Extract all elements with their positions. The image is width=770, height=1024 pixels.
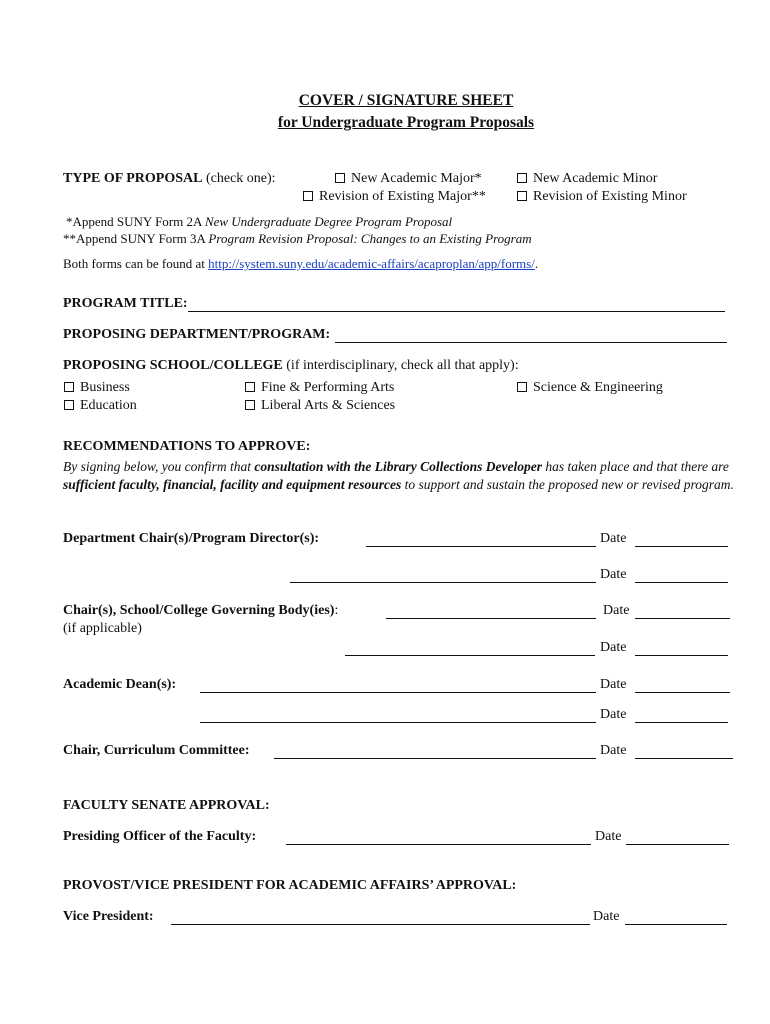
recommendations-paragraph (63, 458, 753, 494)
option-new-minor-label: New Academic Minor (533, 171, 658, 186)
presiding-officer-date-label: Date (595, 829, 622, 844)
academic-dean-date-label-2: Date (600, 707, 627, 722)
academic-dean-label: Academic Dean(s): (63, 677, 177, 692)
checkbox-business[interactable] (64, 382, 74, 392)
dept-chair-date-2[interactable] (635, 568, 728, 583)
checkbox-revision-minor[interactable] (517, 191, 527, 201)
proposal-type-heading: TYPE OF PROPOSAL (63, 171, 203, 186)
dept-chair-label: Department Chair(s)/Program Director(s): (63, 531, 320, 546)
vice-president-label: Vice President: (63, 909, 154, 924)
proposing-school-label: PROPOSING SCHOOL/COLLEGE (63, 358, 283, 373)
if-applicable-note: (if applicable) (63, 621, 142, 636)
curriculum-chair-label: Chair, Curriculum Committee: (63, 743, 250, 758)
program-title-field[interactable] (188, 297, 725, 312)
forms-location-prefix: Both forms can be found at (63, 256, 209, 271)
presiding-officer-date[interactable] (626, 830, 729, 845)
curriculum-chair-signature[interactable] (274, 744, 596, 759)
recommendations-text-2: has taken place and that there are (542, 459, 729, 474)
dept-chair-signature-1[interactable] (366, 532, 596, 547)
governing-body-label: Chair(s), School/College Governing Body(ies) (63, 603, 335, 618)
note-form-2a (66, 214, 452, 230)
option-revision-major-label: Revision of Existing Major** (319, 189, 486, 204)
school-option-education[interactable] (64, 398, 137, 414)
presiding-officer-label: Presiding Officer of the Faculty: (63, 829, 257, 844)
recommendations-text-1: By signing below, you confirm that (63, 459, 255, 474)
proposing-school-row (63, 358, 519, 374)
academic-dean-signature-1[interactable] (200, 678, 596, 693)
vice-president-date[interactable] (625, 910, 727, 925)
option-revision-minor-label: Revision of Existing Minor (533, 189, 687, 204)
note-form-2a-title: New Undergraduate Degree Program Proposal (204, 214, 453, 229)
school-fine-arts-label: Fine & Performing Arts (261, 380, 395, 395)
forms-location (63, 256, 538, 272)
checkbox-new-major[interactable] (335, 173, 345, 183)
checkbox-education[interactable] (64, 400, 74, 410)
curriculum-chair-date-label: Date (600, 743, 627, 758)
note-form-3a-prefix: **Append SUNY Form 3A (63, 231, 209, 246)
note-form-3a (63, 231, 532, 247)
school-option-business[interactable] (64, 380, 130, 396)
provost-heading: PROVOST/VICE PRESIDENT FOR ACADEMIC AFFAIRS’ APPROVAL: (63, 878, 517, 893)
presiding-officer-signature[interactable] (286, 830, 591, 845)
checkbox-liberal-arts[interactable] (245, 400, 255, 410)
dept-chair-date-1[interactable] (635, 532, 728, 547)
note-form-2a-prefix: *Append SUNY Form 2A (66, 214, 205, 229)
forms-location-suffix: . (534, 256, 539, 271)
checkbox-science-engineering[interactable] (517, 382, 527, 392)
school-science-engineering-label: Science & Engineering (533, 380, 663, 395)
dept-chair-date-label-1: Date (600, 531, 627, 546)
program-title-row (63, 296, 188, 312)
faculty-senate-heading: FACULTY SENATE APPROVAL: (63, 798, 270, 813)
recommendations-library-consultation: consultation with the Library Collections Developer (254, 459, 542, 474)
governing-body-signature-1[interactable] (386, 604, 596, 619)
governing-body-date-2[interactable] (635, 641, 728, 656)
option-new-major[interactable] (335, 171, 482, 187)
document-subtitle: for Undergraduate Program Proposals (277, 114, 535, 131)
checkbox-fine-arts[interactable] (245, 382, 255, 392)
note-form-3a-title: Program Revision Proposal: Changes to an Existing Program (208, 231, 532, 246)
academic-dean-date-label-1: Date (600, 677, 627, 692)
document-title: COVER / SIGNATURE SHEET (298, 92, 514, 109)
proposing-department-label: PROPOSING DEPARTMENT/PROGRAM: (63, 327, 331, 342)
dept-chair-signature-2[interactable] (290, 568, 596, 583)
curriculum-chair-date[interactable] (635, 744, 733, 759)
school-education-label: Education (80, 398, 137, 413)
governing-body-row (63, 603, 338, 619)
academic-dean-date-1[interactable] (635, 678, 730, 693)
academic-dean-date-2[interactable] (635, 708, 728, 723)
option-revision-major[interactable] (303, 189, 486, 205)
dept-chair-date-label-2: Date (600, 567, 627, 582)
vice-president-signature[interactable] (171, 910, 590, 925)
academic-dean-signature-2[interactable] (200, 708, 596, 723)
proposing-school-hint: (if interdisciplinary, check all that apply): (282, 358, 519, 373)
option-new-major-label: New Academic Major* (351, 171, 482, 186)
program-title-label: PROGRAM TITLE: (63, 296, 188, 311)
checkbox-new-minor[interactable] (517, 173, 527, 183)
school-option-fine-arts[interactable] (245, 380, 394, 396)
school-option-science-engineering[interactable] (517, 380, 663, 396)
checkbox-revision-major[interactable] (303, 191, 313, 201)
recommendations-text-3: to support and sustain the proposed new or revised program. (401, 477, 734, 492)
governing-body-signature-2[interactable] (345, 641, 595, 656)
school-business-label: Business (80, 380, 130, 395)
governing-body-date-label-1: Date (603, 603, 630, 618)
governing-body-colon: : (334, 603, 339, 618)
forms-link[interactable]: http://system.suny.edu/academic-affairs/acaproplan/app/forms/ (208, 256, 535, 271)
recommendations-heading: RECOMMENDATIONS TO APPROVE: (63, 439, 311, 454)
proposal-type-label (63, 171, 276, 187)
proposing-department-row (63, 327, 330, 343)
option-new-minor[interactable] (517, 171, 657, 187)
governing-body-date-1[interactable] (635, 604, 730, 619)
proposing-department-field[interactable] (335, 328, 727, 343)
governing-body-date-label-2: Date (600, 640, 627, 655)
school-liberal-arts-label: Liberal Arts & Sciences (261, 398, 396, 413)
option-revision-minor[interactable] (517, 189, 687, 205)
proposal-type-hint: (check one): (202, 171, 276, 186)
school-option-liberal-arts[interactable] (245, 398, 395, 414)
vice-president-date-label: Date (593, 909, 620, 924)
recommendations-resources: sufficient faculty, financial, facility and equipment resources (63, 477, 402, 492)
